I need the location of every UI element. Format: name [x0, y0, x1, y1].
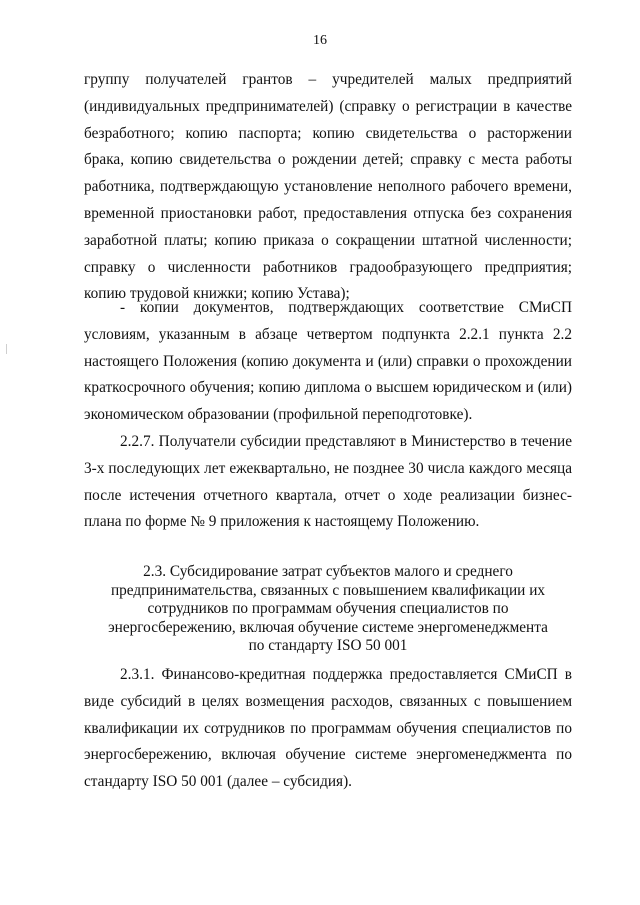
section-heading-line: по стандарту ISO 50 001	[248, 637, 408, 654]
section-heading-2-3	[84, 563, 572, 656]
paragraph-required-documents: группу получателей грантов – учредителей малых предприятий (индивидуальных предпринимателей) (справку о регистрации в качестве безработного; копию паспорта; копию свидетельства о расторжении брака, копию свидетельства о рождении детей; справку с места работы работника, подтверждающую установление неполного рабочего времени, временной приостановки работ, предоставления отпуска без сохранения заработной платы; копию приказа о сокращении штатной численности; справку о численности работников градообразующего предприятия; копию трудовой книжки; копию Устава);	[84, 71, 572, 303]
section-heading-line: 2.3. Субсидирование затрат субъектов малого и среднего	[143, 563, 513, 580]
section-heading-line: сотрудников по программам обучения специалистов по	[147, 600, 509, 617]
page-number: 16	[313, 33, 327, 48]
paragraph-smisp-documents: - копии документов, подтверждающих соответствие СМиСП условиям, указанным в абзаце четвертом подпункта 2.2.1 пункта 2.2 настоящего Положения (копию документа и (или) справки о прохождении краткосрочного обучения; копию диплома о высшем юридическом и (или) экономическом образовании (профильной переподготовке).	[84, 299, 572, 424]
paragraph-2-3-1: 2.3.1. Финансово-кредитная поддержка предоставляется СМиСП в виде субсидий в целях возмещения расходов, связанных с повышением квалификации их сотрудников по программам обучения специалистов по энергосбережению, включая обучение системе энергоменеджмента по стандарту ISO 50 001 (далее – субсидия).	[84, 666, 572, 791]
scan-margin-mark	[6, 344, 7, 354]
section-heading-line: предпринимательства, связанных с повышением квалификации их	[110, 581, 546, 599]
section-heading-line: энергосбережению, включая обучение системе энергоменеджмента	[108, 618, 548, 636]
paragraph-2-2-7: 2.2.7. Получатели субсидии представляют в Министерство в течение 3-х последующих лет ежеквартально, не позднее 30 числа каждого месяца после истечения отчетного квартала, отчет о ходе реализации бизнес-плана по форме № 9 приложения к настоящему Положению.	[84, 433, 572, 531]
